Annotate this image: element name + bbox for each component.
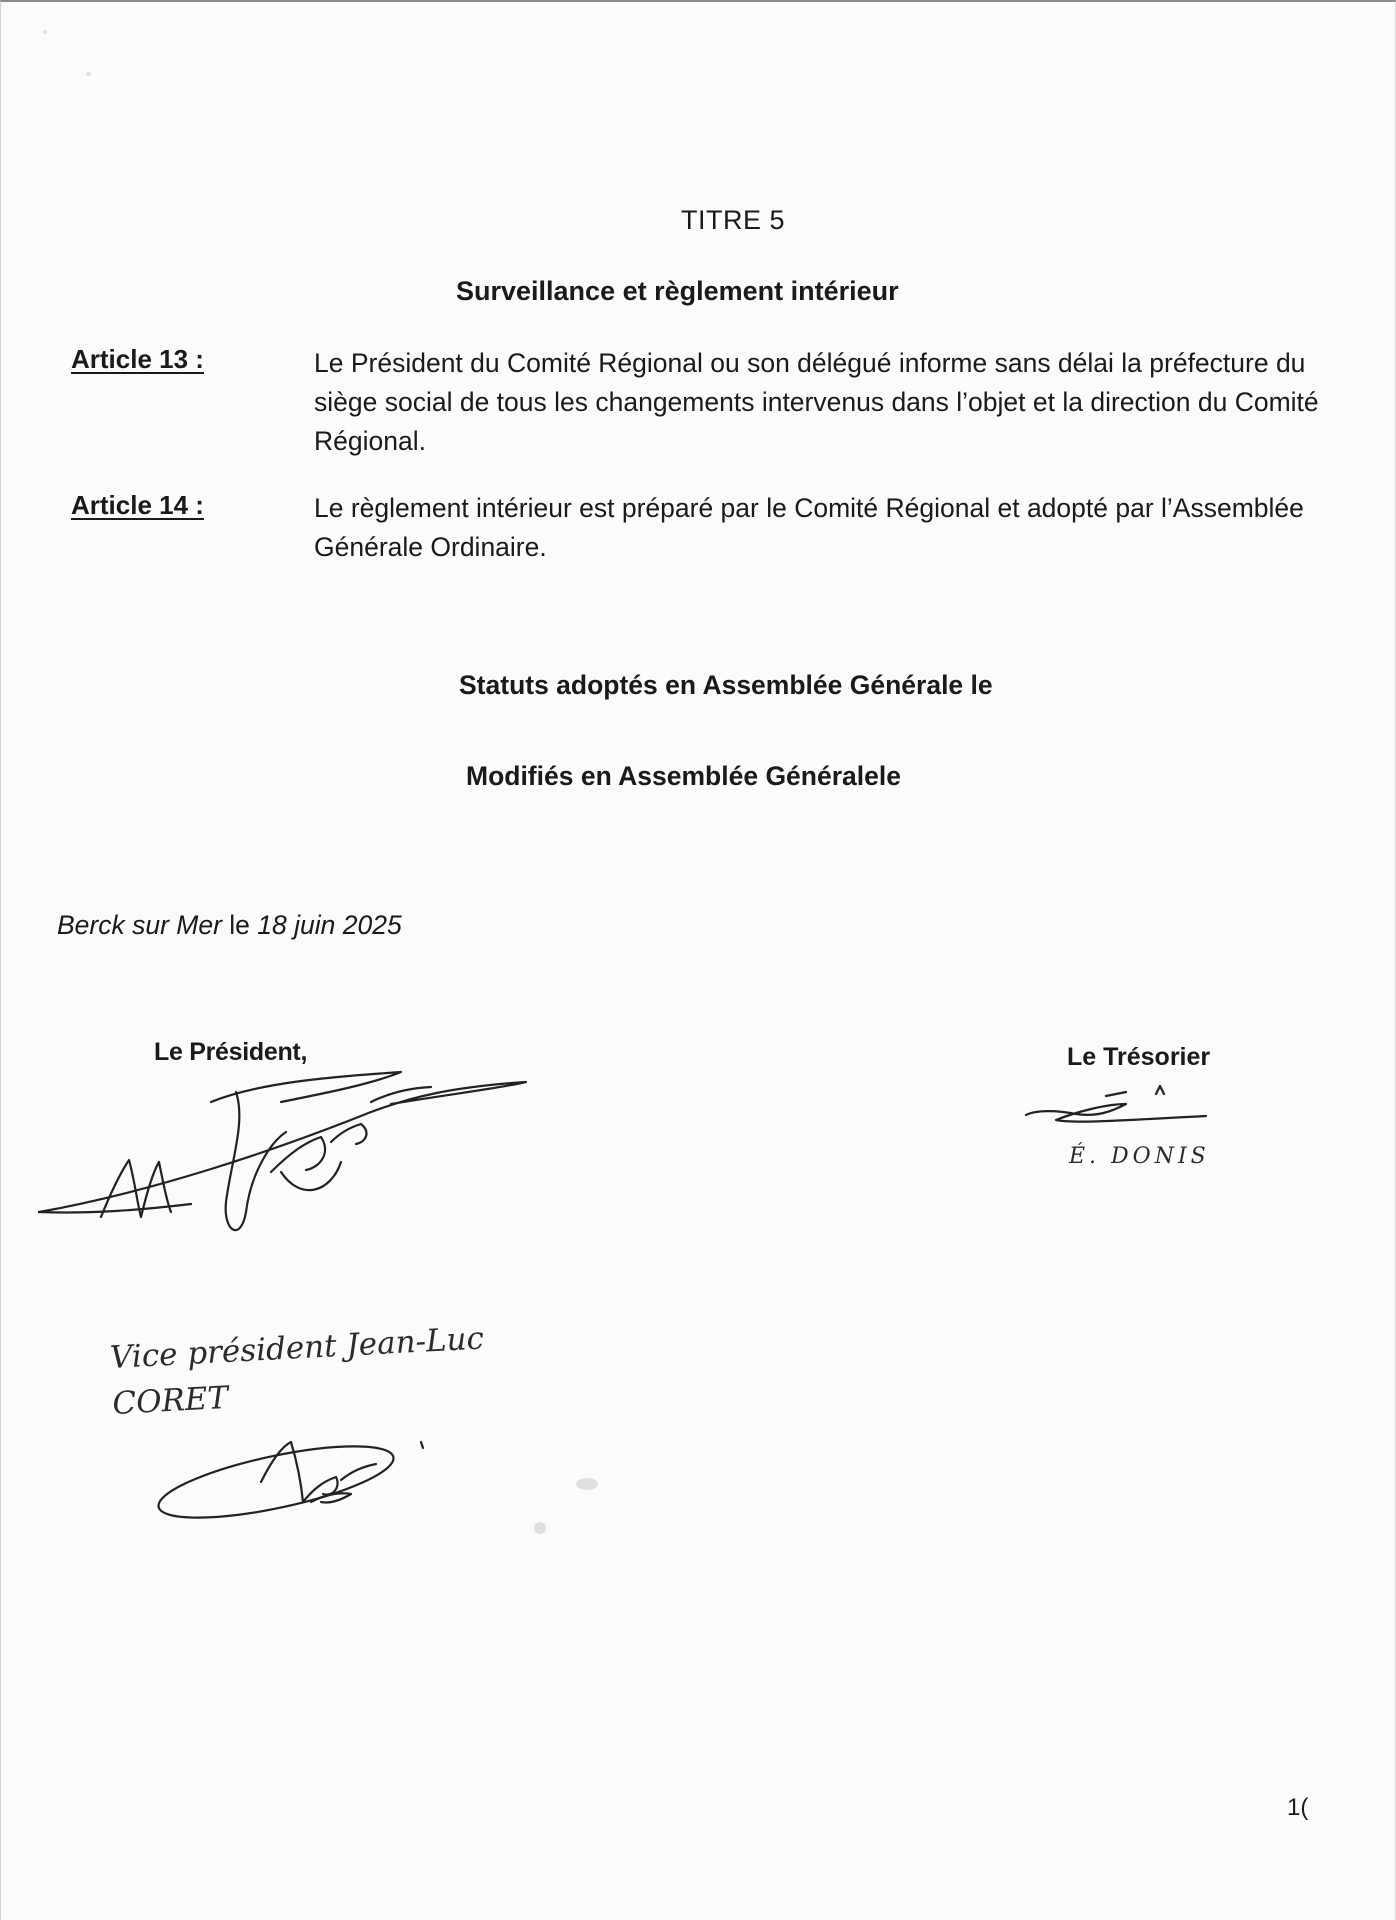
scan-spot	[86, 72, 91, 76]
title-label: TITRE 5	[681, 205, 786, 235]
vice-president-signature	[151, 1422, 451, 1542]
president-label: Le Président,	[154, 1038, 308, 1066]
article-14-text: Le règlement intérieur est préparé par le Comité Régional et adopté par l’Assemblée Générale Ordinaire.	[314, 493, 1304, 562]
article-13-label: Article 13 :	[71, 344, 204, 374]
scan-spot	[534, 1522, 546, 1534]
treasurer-handwritten-name: É. DONIS	[1069, 1144, 1210, 1169]
treasurer-label: Le Trésorier	[1067, 1043, 1211, 1071]
date-connector: le	[221, 910, 258, 940]
page-number: 1(	[1287, 1794, 1309, 1821]
scan-spot	[576, 1478, 598, 1490]
article-13-text: Le Président du Comité Régional ou son délégué informe sans délai la préfecture du siège social de tous les changements intervenus dans l’objet et la direction du Comité Régional.	[314, 348, 1319, 456]
section-title: Surveillance et règlement intérieur	[456, 276, 899, 306]
statutes-adopted-line: Statuts adoptés en Assemblée Générale le	[459, 670, 993, 700]
date: 18 juin 2025	[257, 910, 402, 940]
place: Berck sur Mer	[57, 910, 222, 940]
place-and-date	[57, 910, 402, 941]
statutes-modified-line: Modifiés en Assemblée Généralele	[466, 761, 901, 791]
scan-spot	[43, 30, 47, 34]
president-signature	[31, 1042, 541, 1252]
article-14-label: Article 14 :	[71, 490, 204, 520]
vice-president-handwritten: Vice président Jean-Luc CORET	[109, 1320, 485, 1422]
